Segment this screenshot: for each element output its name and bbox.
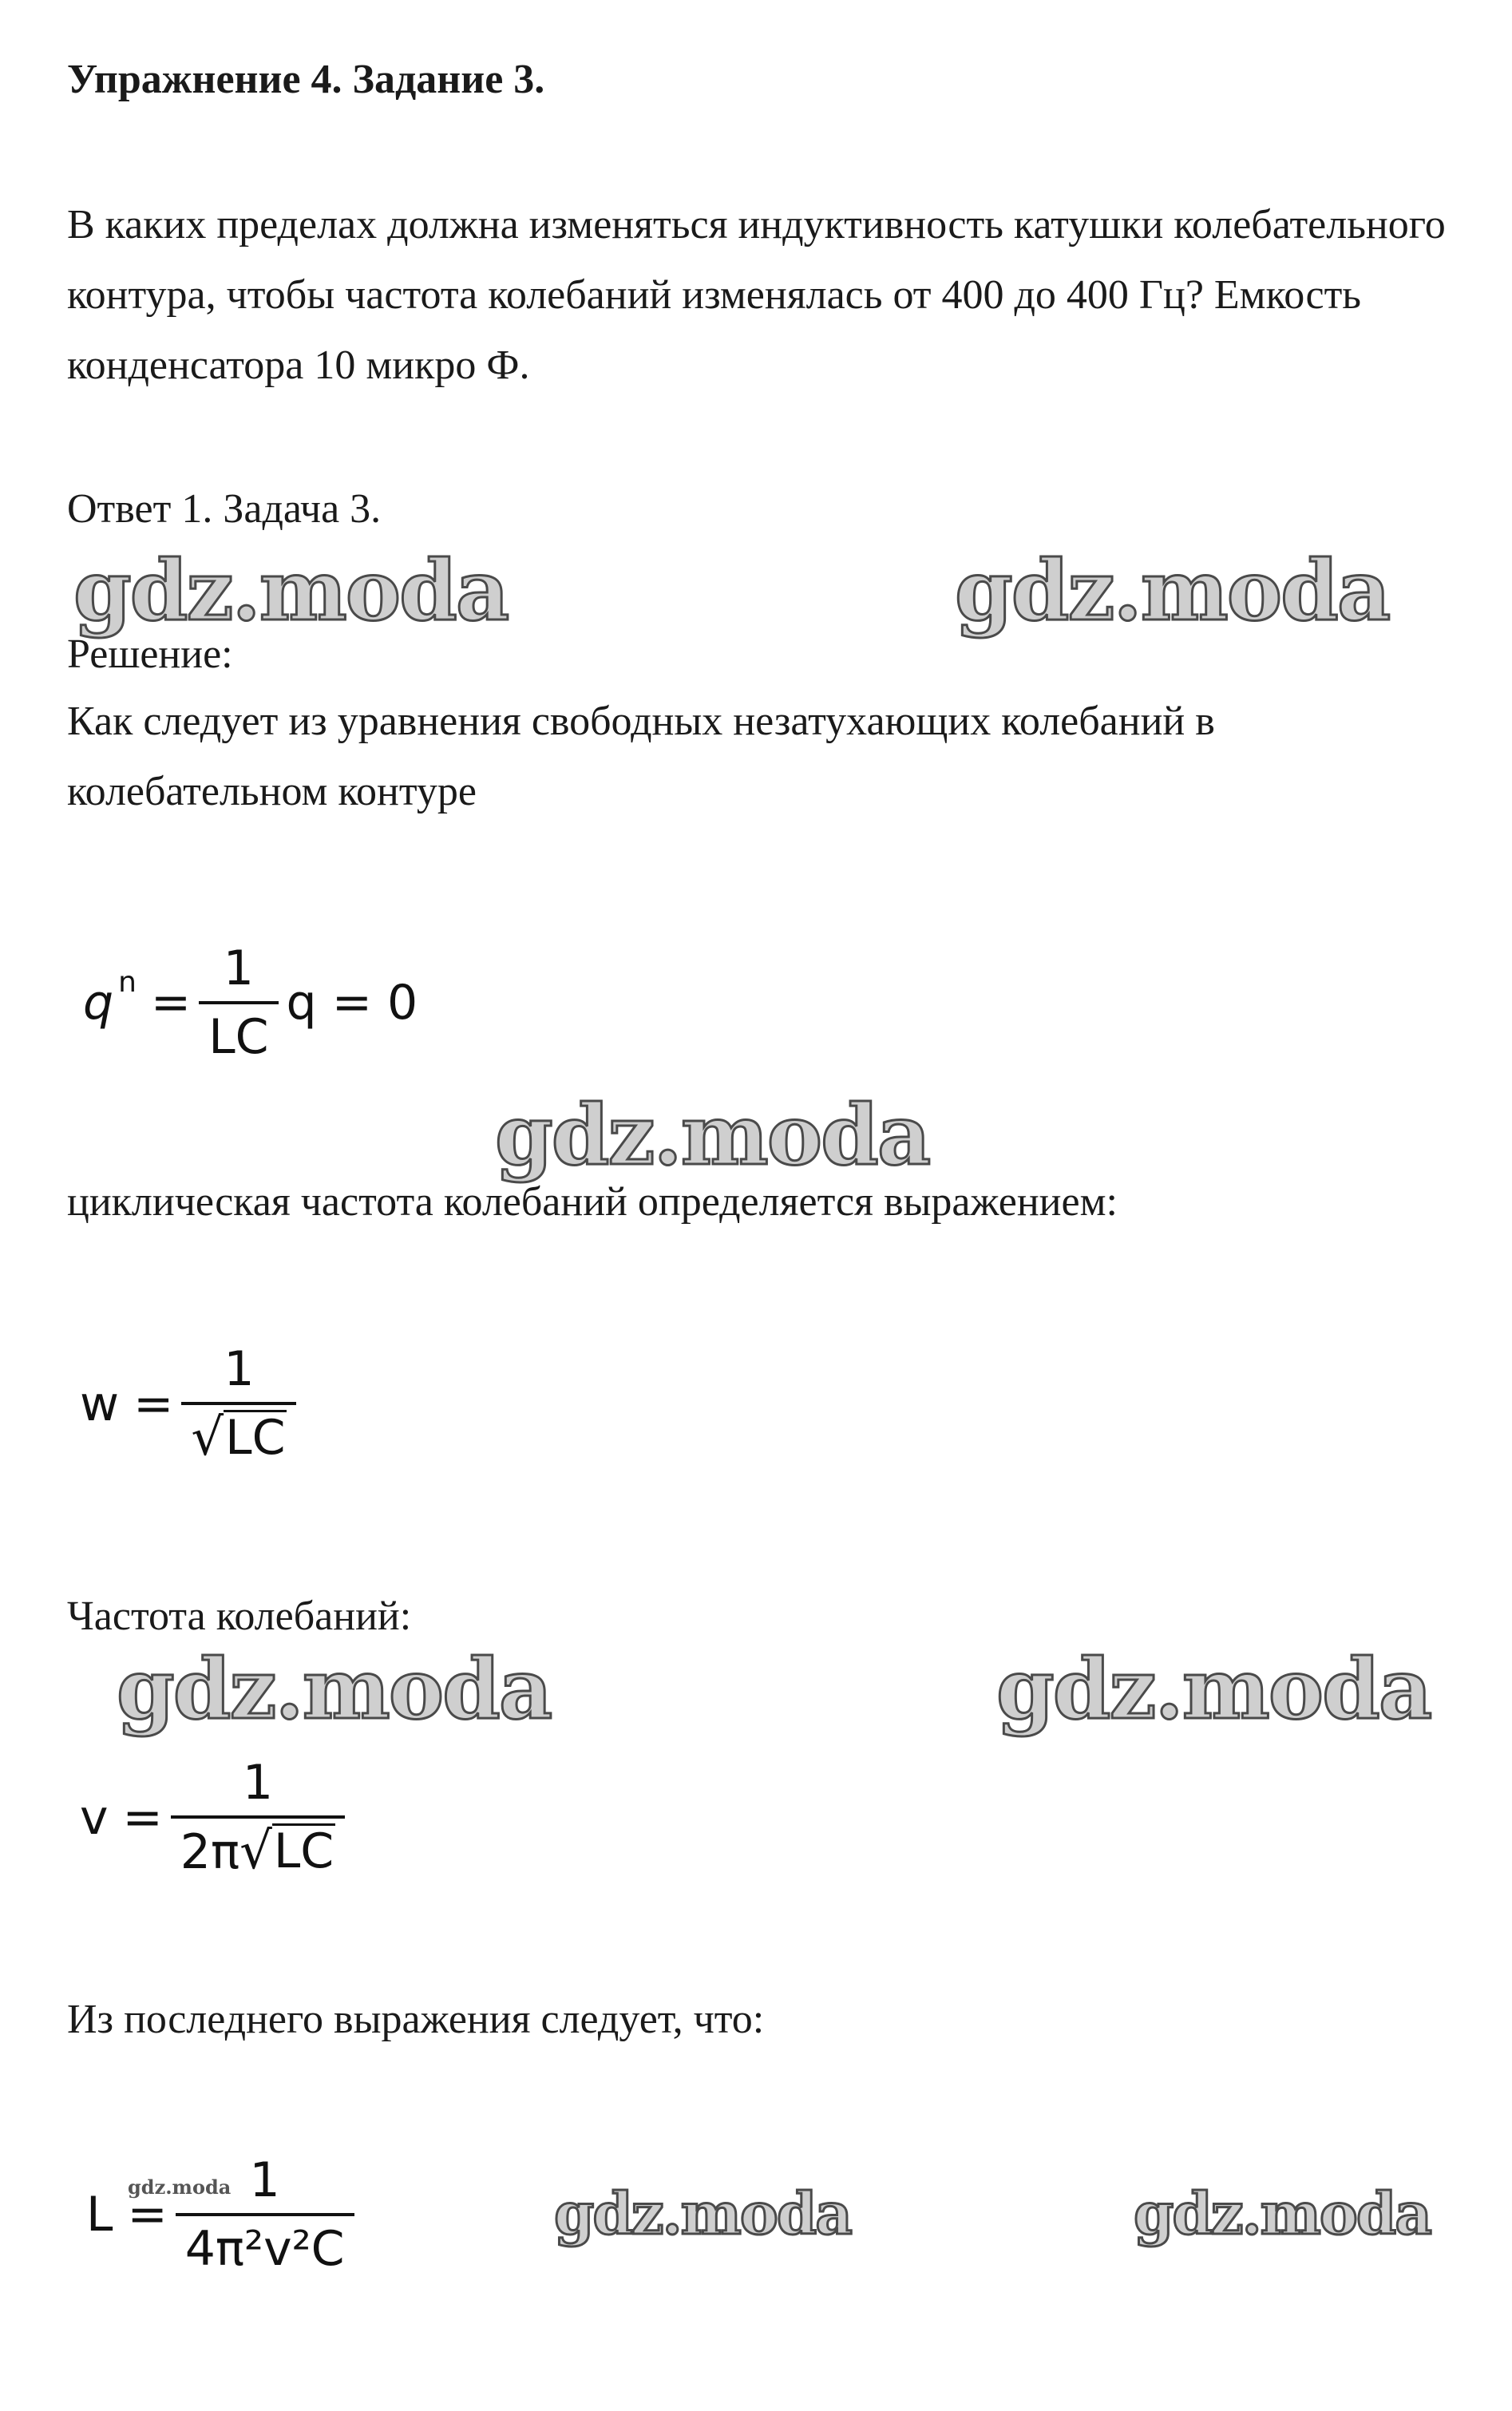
equals-sign: = bbox=[133, 1376, 174, 1432]
sqrt-sign: √ bbox=[191, 1408, 224, 1467]
formula-oscillation-equation bbox=[83, 940, 418, 1065]
watermark: gdz.moda bbox=[495, 1086, 930, 1184]
radicand: LC bbox=[225, 1410, 286, 1466]
watermark: gdz.moda bbox=[73, 541, 509, 639]
watermark: gdz.moda bbox=[117, 1640, 552, 1738]
formula-rhs: q = 0 bbox=[286, 975, 418, 1031]
solution-intro: Как следует из уравнения свободных незатухающих колебаний в колебательном контуре bbox=[67, 699, 1215, 814]
problem-text: В каких пределах должна изменяться индуктивность катушки колебательного контура, чтобы частота колебаний изменялась от 400 до 400 Гц? Емкость конденсатора 10 микро Ф. bbox=[67, 202, 1446, 388]
fraction bbox=[176, 2152, 354, 2277]
fraction bbox=[199, 940, 278, 1065]
numerator: 1 bbox=[242, 1755, 274, 1811]
watermark: gdz.moda bbox=[554, 2179, 851, 2247]
watermark: gdz.moda bbox=[955, 541, 1390, 639]
numerator: 1 bbox=[249, 2152, 280, 2208]
formula-lhs: L bbox=[86, 2187, 113, 2243]
formula-frequency bbox=[80, 1755, 353, 1880]
formula-inductance bbox=[86, 2152, 362, 2277]
formula-lhs: w bbox=[80, 1376, 120, 1432]
sqrt-sign: √ bbox=[239, 1822, 272, 1881]
fraction bbox=[181, 1341, 296, 1467]
frequency-label: Частота колебаний: bbox=[67, 1593, 412, 1639]
formula-lhs: v bbox=[80, 1789, 109, 1846]
two-pi: 2π bbox=[180, 1824, 240, 1880]
equals-sign: = bbox=[122, 1789, 163, 1846]
formula-cyclic-frequency bbox=[80, 1341, 304, 1467]
equals-sign: = bbox=[127, 2187, 168, 2243]
formula-lhs: q bbox=[83, 975, 114, 1031]
denominator: LC bbox=[199, 1001, 278, 1065]
denominator bbox=[171, 1815, 345, 1880]
answer-label: Ответ 1. Задача 3. bbox=[67, 486, 382, 532]
denominator bbox=[181, 1402, 296, 1467]
formula-superscript: n bbox=[118, 965, 137, 999]
solution-label: Решение: bbox=[67, 631, 233, 677]
watermark: gdz.moda bbox=[996, 1640, 1431, 1738]
radicand: LC bbox=[273, 1823, 334, 1879]
watermark: gdz.moda bbox=[1134, 2179, 1431, 2247]
fraction bbox=[171, 1755, 345, 1880]
exercise-heading: Упражнение 4. Задание 3. bbox=[67, 57, 545, 102]
last-expression-text: Из последнего выражения следует, что: bbox=[67, 1997, 765, 2042]
denominator: 4π²v²C bbox=[176, 2213, 354, 2277]
cyclic-frequency-text: циклическая частота колебаний определяется выражением: bbox=[67, 1179, 1118, 1225]
numerator: 1 bbox=[224, 1341, 255, 1397]
watermark-small: gdz.moda bbox=[128, 2175, 232, 2199]
numerator: 1 bbox=[223, 940, 254, 996]
equals-sign: = bbox=[150, 975, 192, 1031]
